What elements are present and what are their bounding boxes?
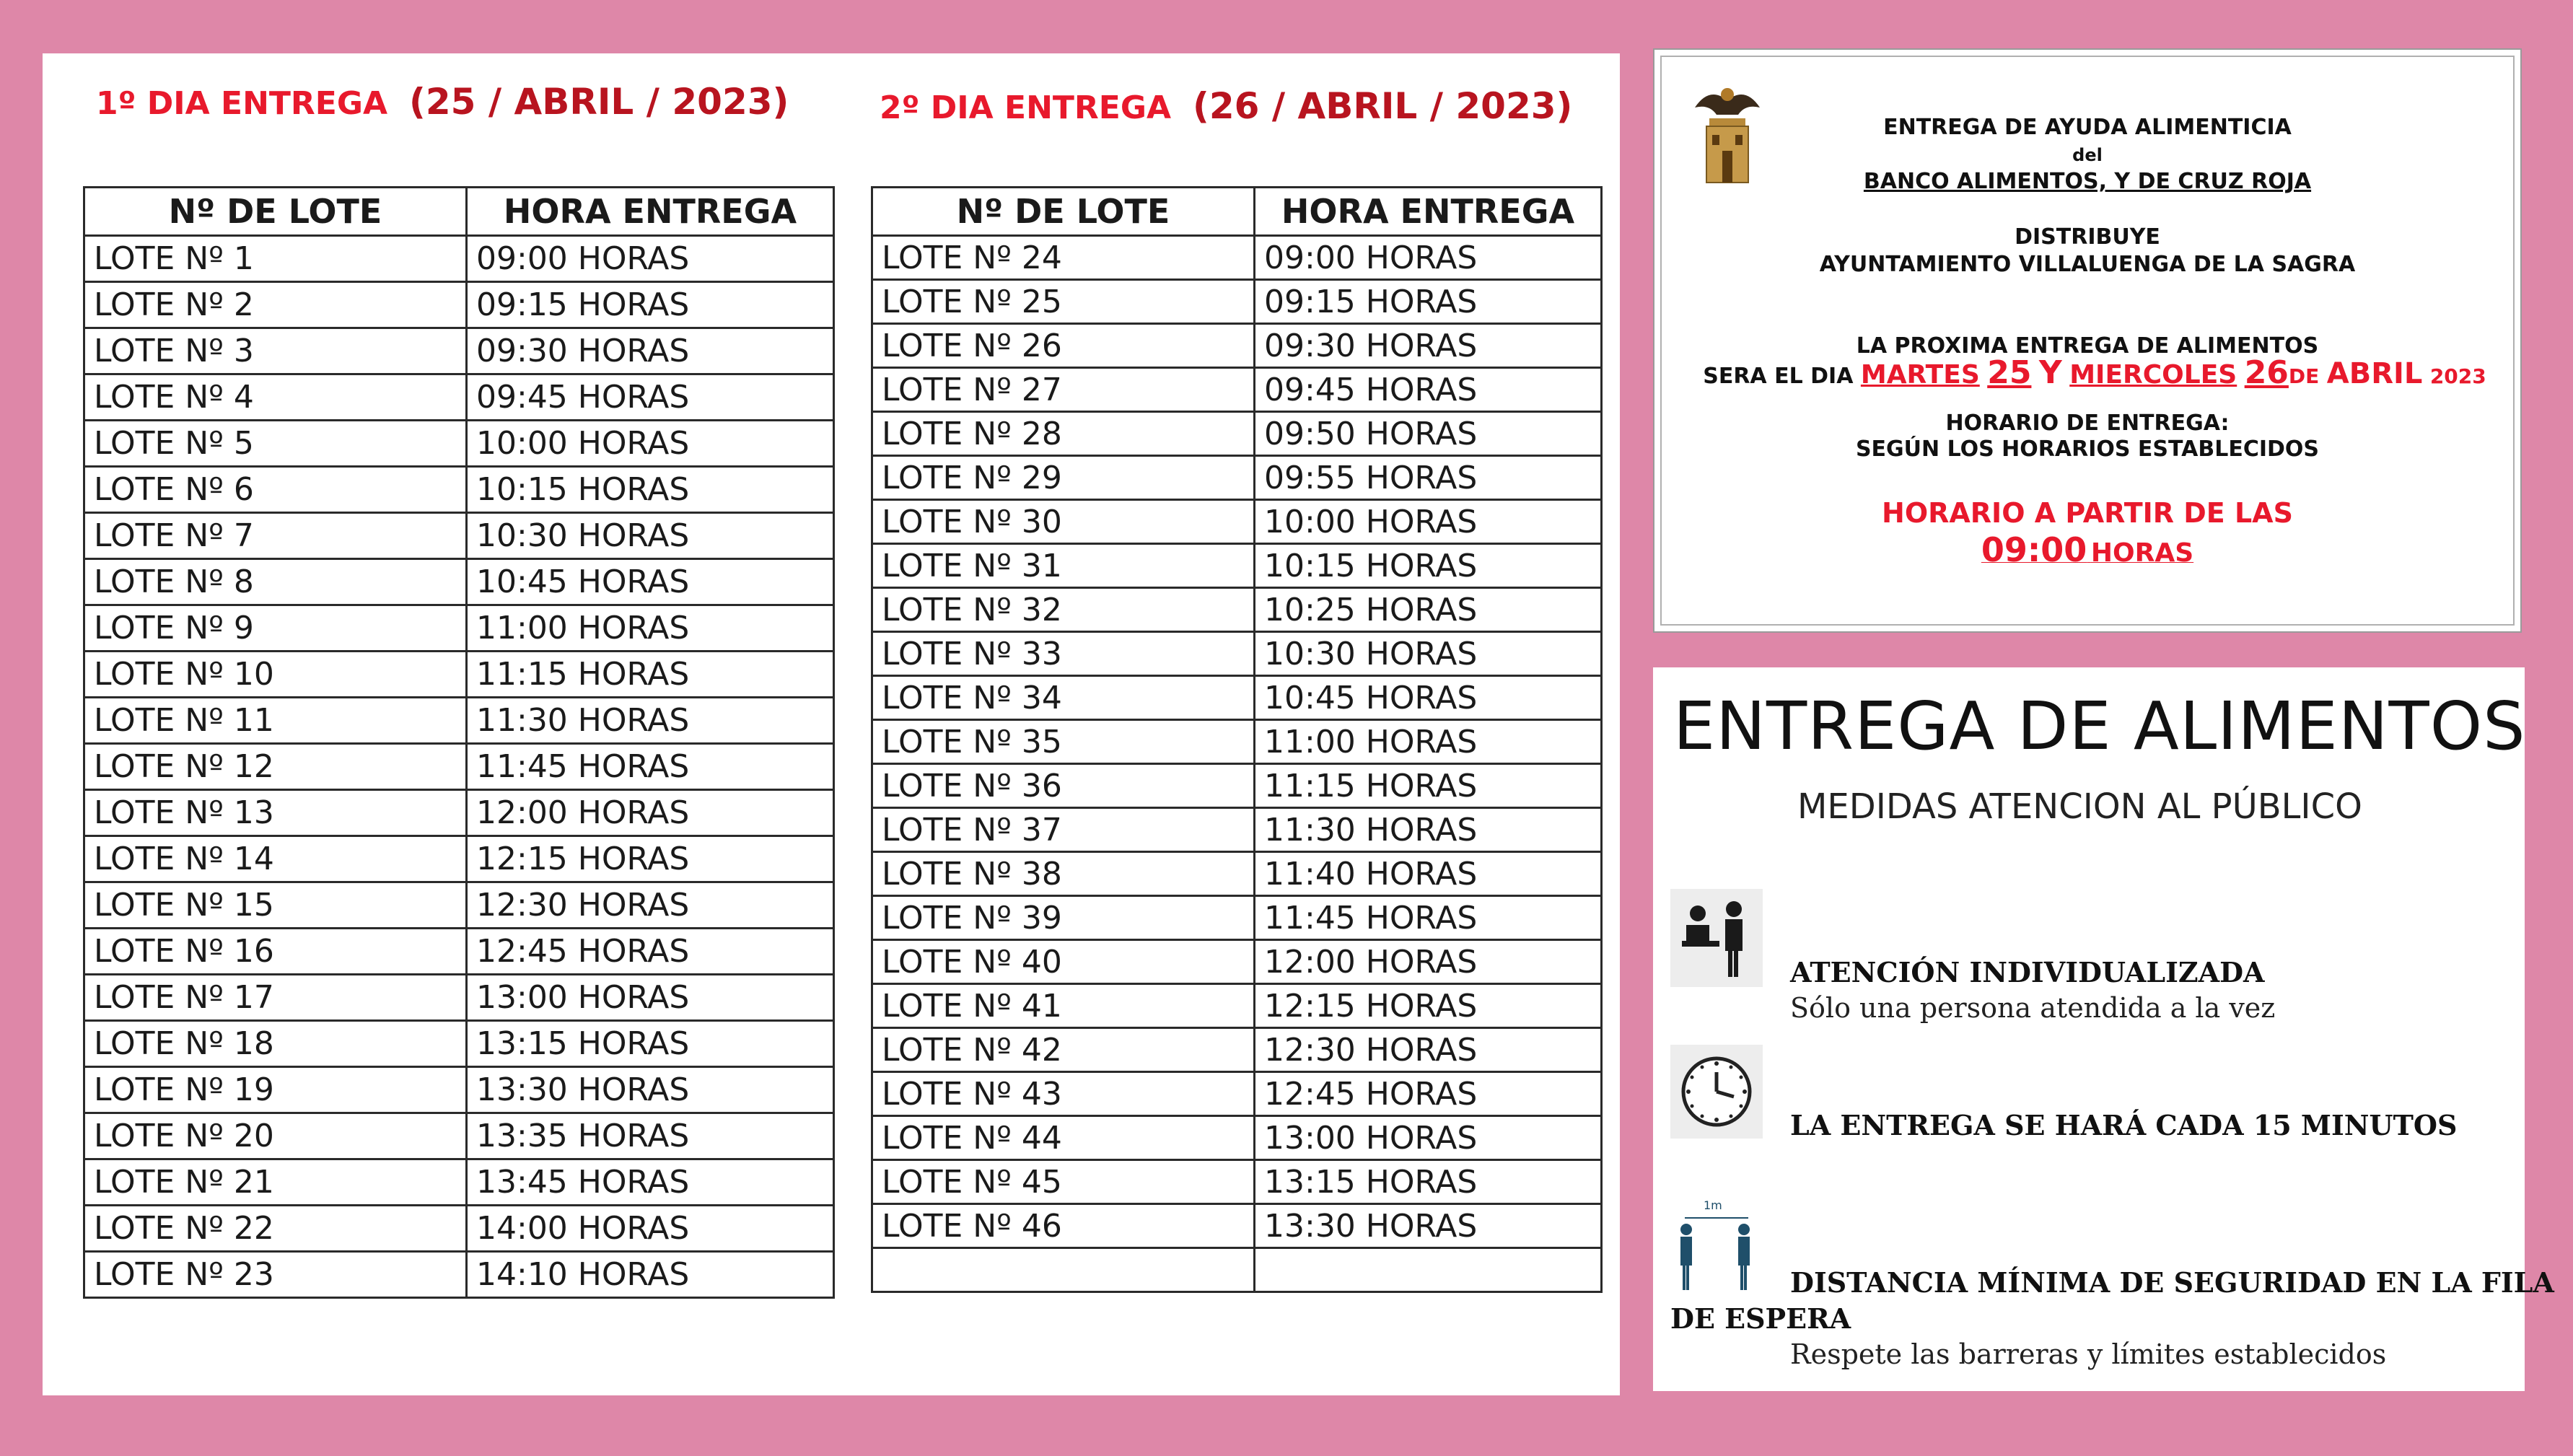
clock-icon [1670,1045,1763,1139]
lot-cell: LOTE Nº 35 [872,720,1255,764]
time-cell: 11:15 HORAS [1255,764,1602,808]
lot-cell: LOTE Nº 38 [872,852,1255,896]
time-cell: 13:00 HORAS [1255,1116,1602,1160]
notice-num1: 25 [1987,354,2032,391]
table-row [84,1206,834,1252]
lot-cell: LOTE Nº 42 [872,1028,1255,1072]
table-row [84,328,834,374]
time-cell: 09:55 HORAS [1255,456,1602,500]
time-cell: 13:15 HORAS [467,1021,834,1067]
time-cell: 09:15 HORAS [1255,280,1602,324]
lot-column-header: Nº DE LOTE [84,188,467,236]
time-cell: 12:30 HORAS [467,882,834,929]
notice-frame [1660,56,2515,626]
table-row [872,720,1602,764]
lot-cell: LOTE Nº 7 [84,513,467,559]
lot-column-header: Nº DE LOTE [872,188,1255,236]
distance-icon [1670,1196,1763,1294]
lot-cell: LOTE Nº 11 [84,698,467,744]
lot-cell: LOTE Nº 27 [872,368,1255,412]
table-row [872,1248,1602,1292]
time-cell: 10:00 HORAS [467,421,834,467]
notice-panel [1653,48,2522,633]
time-cell: 13:15 HORAS [1255,1160,1602,1204]
table-row [872,764,1602,808]
table-row [872,1028,1602,1072]
table-row [84,1159,834,1206]
table-row [872,940,1602,984]
time-cell [1255,1248,1602,1292]
time-cell: 09:00 HORAS [1255,236,1602,280]
notice-line1: ENTREGA DE AYUDA ALIMENTICIA [1883,115,2292,140]
table-row [872,984,1602,1028]
time-cell: 10:30 HORAS [467,513,834,559]
table-row [872,324,1602,368]
notice-line4: DISTRIBUYE [2015,224,2160,250]
measure3-heading-continued: DE ESPERA [1670,1302,1851,1335]
time-cell: 09:30 HORAS [467,328,834,374]
table-row [872,544,1602,588]
lot-cell: LOTE Nº 19 [84,1067,467,1113]
table-row [84,790,834,836]
lot-cell: LOTE Nº 17 [84,975,467,1021]
time-cell: 14:10 HORAS [467,1252,834,1298]
table-row [84,374,834,421]
table-row [84,513,834,559]
table-row [84,467,834,513]
table-row [872,1160,1602,1204]
table-row [872,456,1602,500]
lot-cell: LOTE Nº 37 [872,808,1255,852]
lot-cell: LOTE Nº 45 [872,1160,1255,1204]
lot-cell: LOTE Nº 39 [872,896,1255,940]
notice-line6: LA PROXIMA ENTREGA DE ALIMENTOS [1856,333,2319,359]
lot-cell: LOTE Nº 25 [872,280,1255,324]
table-row [872,852,1602,896]
lot-cell: LOTE Nº 23 [84,1252,467,1298]
time-cell: 11:30 HORAS [467,698,834,744]
notice-day2: MIERCOLES [2069,360,2237,390]
lot-cell: LOTE Nº 5 [84,421,467,467]
table-row [84,236,834,282]
notice-line8: HORARIO DE ENTREGA: [1945,411,2230,436]
lot-cell: LOTE Nº 22 [84,1206,467,1252]
lot-cell: LOTE Nº 29 [872,456,1255,500]
measure3-text: Respete las barreras y límites establecidos [1790,1338,2387,1370]
notice-start-time: 09:00 [1981,530,2087,569]
table-row [872,1072,1602,1116]
notice-y: Y [2038,354,2062,391]
notice-start-unit: HORAS [2090,538,2194,568]
lot-cell: LOTE Nº 30 [872,500,1255,544]
time-cell: 09:15 HORAS [467,282,834,328]
lot-cell: LOTE Nº 18 [84,1021,467,1067]
table-header-row [84,188,834,236]
table-row [84,975,834,1021]
lot-cell: LOTE Nº 3 [84,328,467,374]
measures-title: ENTREGA DE ALIMENTOS [1673,688,2526,765]
day1-date: (25 / ABRIL / 2023) [409,81,789,123]
table-row [872,676,1602,720]
time-cell: 12:45 HORAS [1255,1072,1602,1116]
time-cell: 09:50 HORAS [1255,412,1602,456]
table-row [872,412,1602,456]
lot-cell: LOTE Nº 32 [872,588,1255,632]
lot-cell: LOTE Nº 1 [84,236,467,282]
time-cell: 11:30 HORAS [1255,808,1602,852]
table-row [84,929,834,975]
time-cell: 12:45 HORAS [467,929,834,975]
time-cell: 11:40 HORAS [1255,852,1602,896]
table-row [872,808,1602,852]
time-cell: 13:45 HORAS [467,1159,834,1206]
table-row [872,1204,1602,1248]
table-row [872,1116,1602,1160]
table-row [84,605,834,652]
notice-line9: SEGÚN LOS HORARIOS ESTABLECIDOS [1855,437,2320,462]
time-cell: 12:00 HORAS [1255,940,1602,984]
time-cell: 11:00 HORAS [467,605,834,652]
time-cell: 11:45 HORAS [1255,896,1602,940]
time-cell: 09:30 HORAS [1255,324,1602,368]
table-row [84,652,834,698]
measures-subtitle: MEDIDAS ATENCION AL PÚBLICO [1797,786,2362,827]
day2-date: (26 / ABRIL / 2023) [1193,85,1573,127]
lot-cell: LOTE Nº 16 [84,929,467,975]
time-cell: 13:30 HORAS [1255,1204,1602,1248]
distance-label: 1m [1704,1198,1722,1212]
lot-cell: LOTE Nº 20 [84,1113,467,1159]
time-cell: 12:00 HORAS [467,790,834,836]
table-header-row [872,188,1602,236]
time-cell: 10:45 HORAS [1255,676,1602,720]
time-cell: 09:00 HORAS [467,236,834,282]
schedule-panel [43,53,1620,1395]
table-row [84,421,834,467]
lot-cell: LOTE Nº 4 [84,374,467,421]
table-row [872,588,1602,632]
table-row [872,236,1602,280]
table-row [872,368,1602,412]
lot-cell [872,1248,1255,1292]
time-cell: 13:35 HORAS [467,1113,834,1159]
time-cell: 12:30 HORAS [1255,1028,1602,1072]
notice-de: DE [2288,364,2320,388]
lot-cell: LOTE Nº 2 [84,282,467,328]
table-row [84,559,834,605]
lot-cell: LOTE Nº 21 [84,1159,467,1206]
table-row [872,500,1602,544]
lot-cell: LOTE Nº 26 [872,324,1255,368]
time-cell: 09:45 HORAS [467,374,834,421]
table-row [872,632,1602,676]
notice-year: 2023 [2429,364,2486,388]
measure3-heading: DISTANCIA MÍNIMA DE SEGURIDAD EN LA FILA [1790,1266,2554,1299]
table-row [84,1021,834,1067]
table-row [872,896,1602,940]
lot-cell: LOTE Nº 24 [872,236,1255,280]
lot-cell: LOTE Nº 28 [872,412,1255,456]
measure2-heading: LA ENTREGA SE HARÁ CADA 15 MINUTOS [1790,1109,2458,1141]
notice-line5: AYUNTAMIENTO VILLALUENGA DE LA SAGRA [1819,252,2356,277]
notice-day1: MARTES [1860,360,1980,390]
time-cell: 13:30 HORAS [467,1067,834,1113]
table-row [84,282,834,328]
notice-line10: HORARIO A PARTIR DE LAS [1882,497,2293,529]
lot-cell: LOTE Nº 40 [872,940,1255,984]
lot-cell: LOTE Nº 14 [84,836,467,882]
measure1-heading: ATENCIÓN INDIVIDUALIZADA [1790,956,2265,988]
time-cell: 14:00 HORAS [467,1206,834,1252]
day1-title [96,81,789,123]
lot-cell: LOTE Nº 46 [872,1204,1255,1248]
lot-cell: LOTE Nº 8 [84,559,467,605]
lot-cell: LOTE Nº 13 [84,790,467,836]
day1-schedule-table [83,186,835,1299]
table-row [84,836,834,882]
measures-panel [1653,667,2554,1391]
lot-cell: LOTE Nº 12 [84,744,467,790]
table-row [84,1113,834,1159]
time-cell: 11:15 HORAS [467,652,834,698]
table-row [84,882,834,929]
day2-title [880,85,1572,127]
time-cell: 11:45 HORAS [467,744,834,790]
time-cell: 10:45 HORAS [467,559,834,605]
lot-cell: LOTE Nº 6 [84,467,467,513]
lot-cell: LOTE Nº 15 [84,882,467,929]
time-column-header: HORA ENTREGA [1255,188,1602,236]
measure1-text: Sólo una persona atendida a la vez [1790,992,2276,1024]
day2-schedule-table [871,186,1603,1293]
day2-label: 2º DIA ENTREGA [880,89,1172,126]
notice-num2: 26 [2244,354,2289,391]
time-cell: 10:30 HORAS [1255,632,1602,676]
lot-cell: LOTE Nº 9 [84,605,467,652]
table-row [84,1252,834,1298]
time-cell: 10:25 HORAS [1255,588,1602,632]
day1-label: 1º DIA ENTREGA [96,85,388,122]
lot-cell: LOTE Nº 43 [872,1072,1255,1116]
time-cell: 12:15 HORAS [1255,984,1602,1028]
time-column-header: HORA ENTREGA [467,188,834,236]
notice-line3: BANCO ALIMENTOS, Y DE CRUZ ROJA [1863,169,2312,194]
lot-cell: LOTE Nº 33 [872,632,1255,676]
time-cell: 11:00 HORAS [1255,720,1602,764]
table-row [84,698,834,744]
table-row [84,1067,834,1113]
notice-line2: del [2072,145,2103,165]
individual-attention-icon [1670,889,1763,987]
time-cell: 10:15 HORAS [467,467,834,513]
notice-time-line [1662,530,2513,569]
lot-cell: LOTE Nº 31 [872,544,1255,588]
time-cell: 12:15 HORAS [467,836,834,882]
time-cell: 09:45 HORAS [1255,368,1602,412]
table-row [872,280,1602,324]
lot-cell: LOTE Nº 44 [872,1116,1255,1160]
time-cell: 13:00 HORAS [467,975,834,1021]
time-cell: 10:00 HORAS [1255,500,1602,544]
notice-month: ABRIL [2326,357,2423,390]
time-cell: 10:15 HORAS [1255,544,1602,588]
lot-cell: LOTE Nº 36 [872,764,1255,808]
lot-cell: LOTE Nº 10 [84,652,467,698]
notice-date-prefix: SERA EL DIA [1703,364,1854,389]
lot-cell: LOTE Nº 41 [872,984,1255,1028]
lot-cell: LOTE Nº 34 [872,676,1255,720]
notice-date-line [1669,354,2520,391]
table-row [84,744,834,790]
